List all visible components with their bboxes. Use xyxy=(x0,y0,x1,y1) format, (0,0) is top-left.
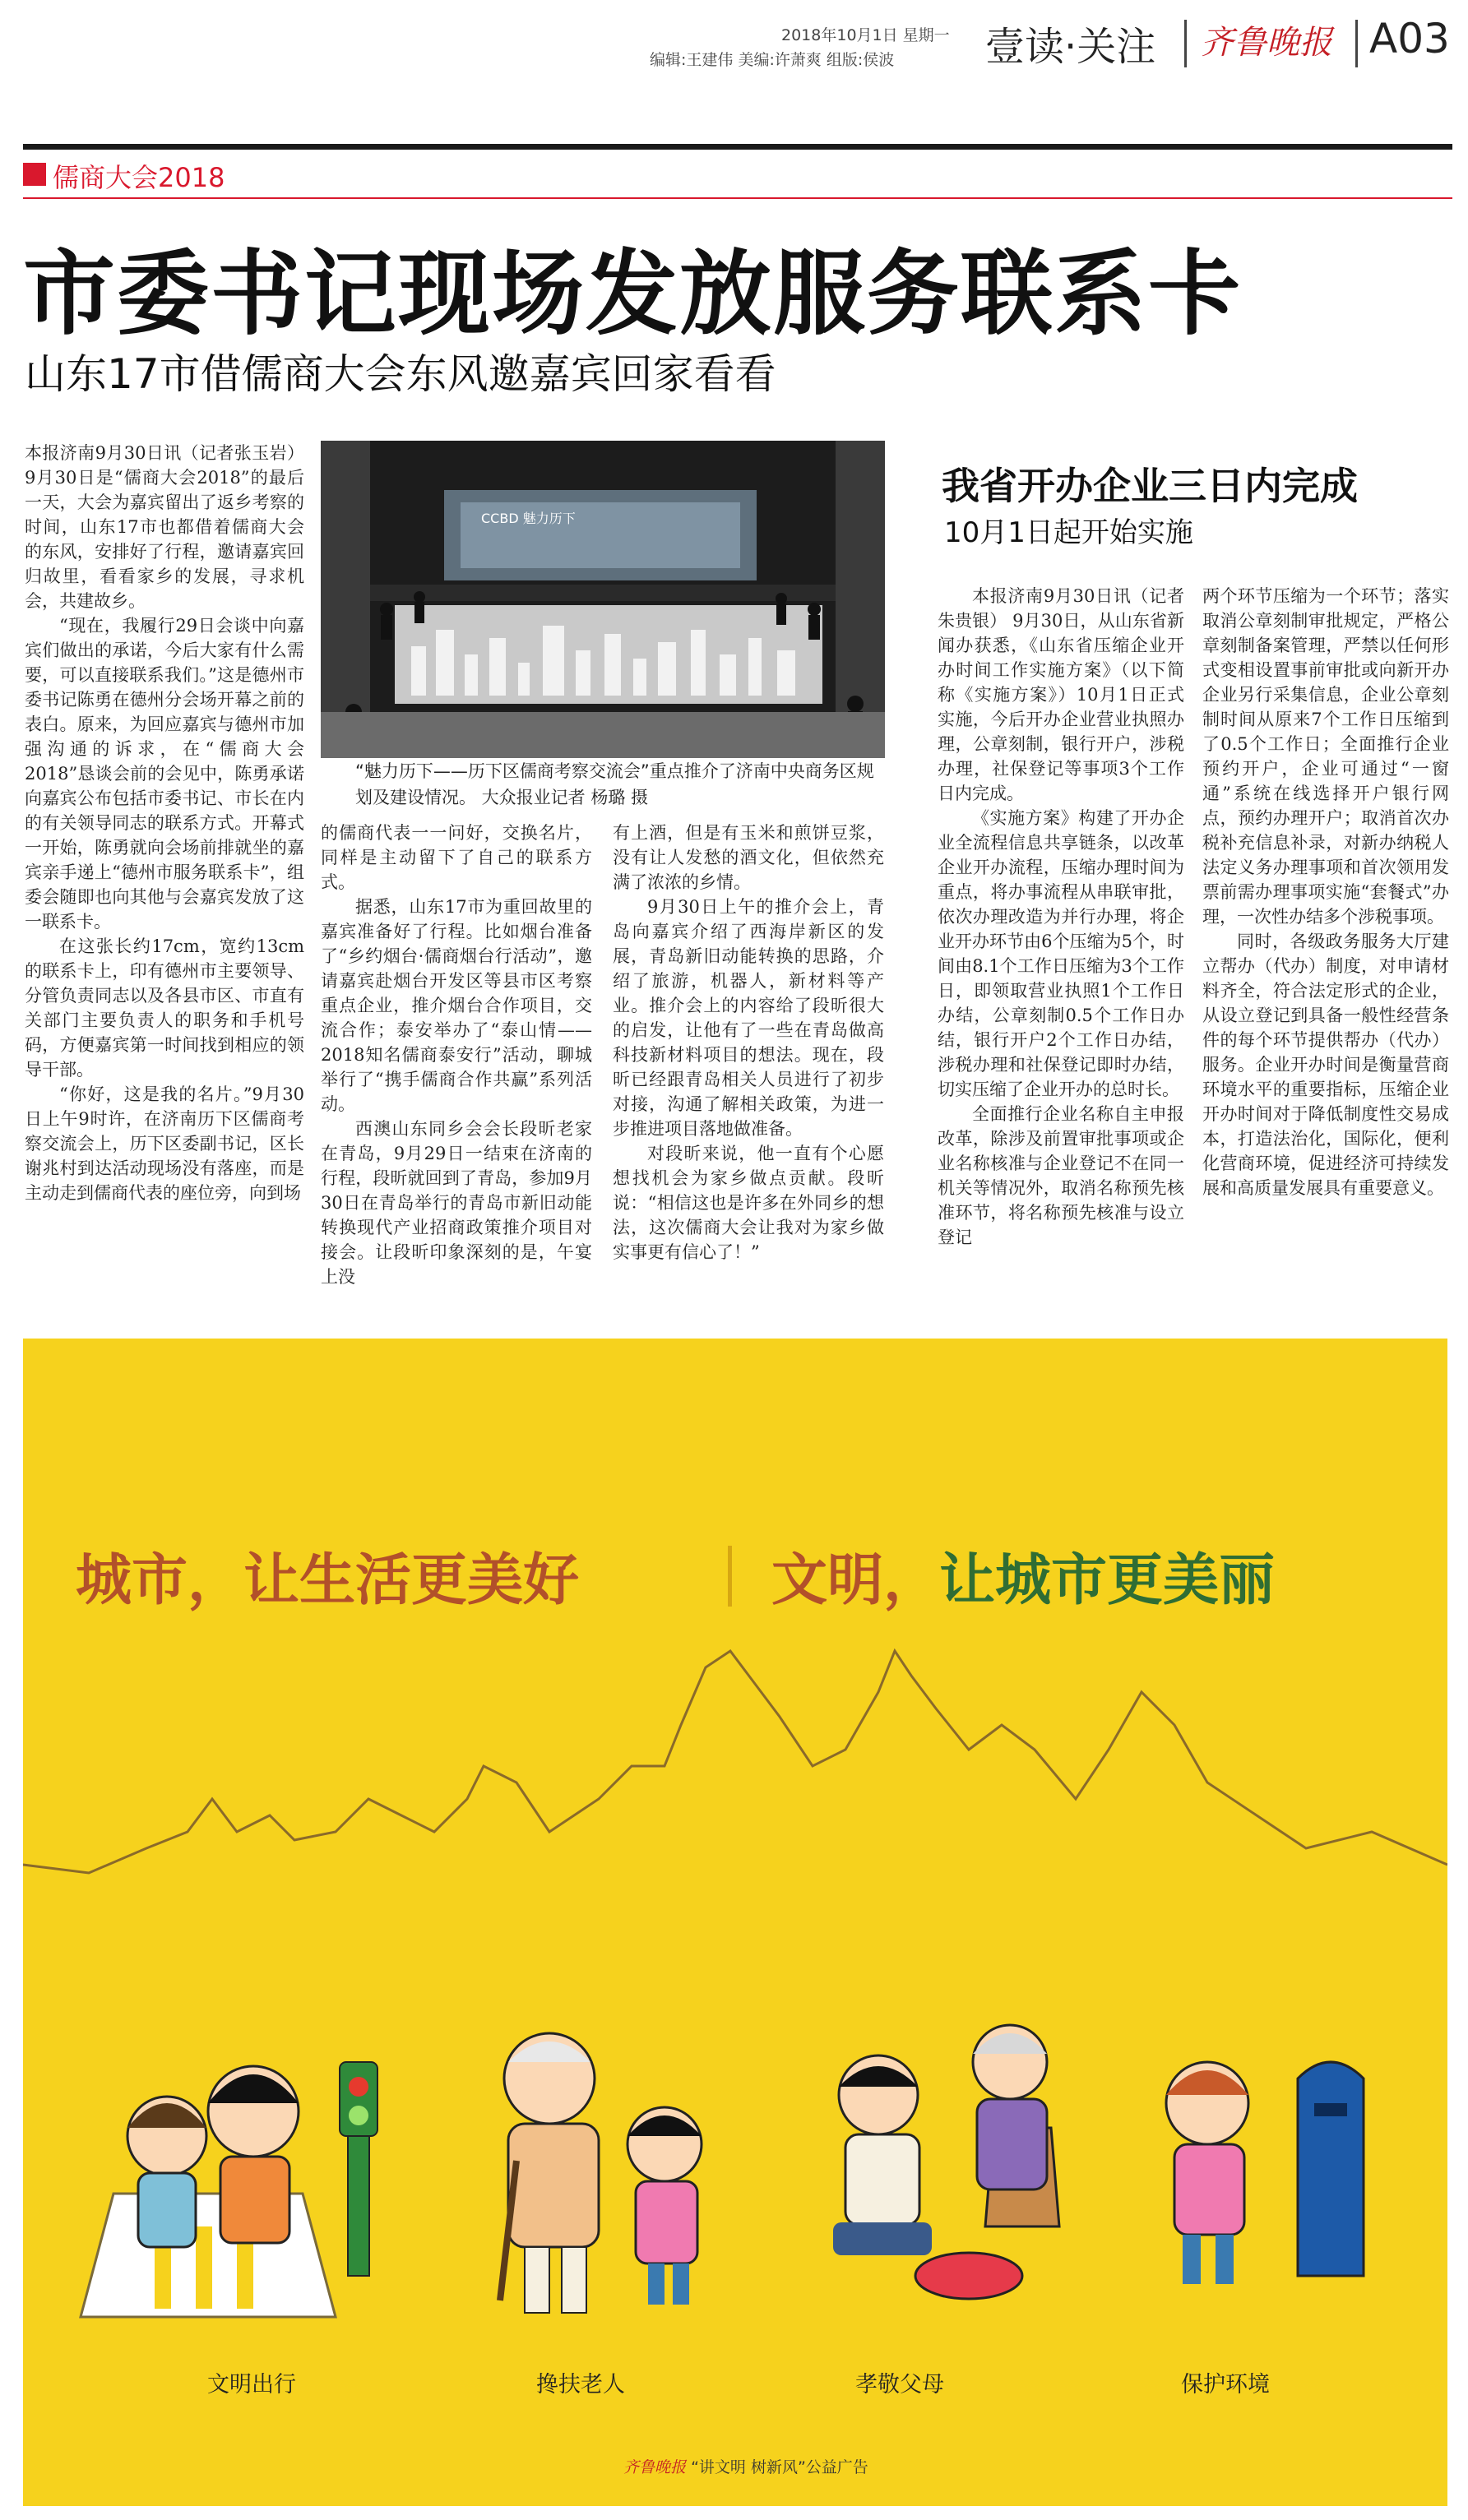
ad-artwork xyxy=(23,1339,1447,2506)
paper-logo: 齐鲁晚报 xyxy=(1201,24,1332,62)
ad-label-protect-environment: 保护环境 xyxy=(1181,2372,1270,2397)
slogan-right-part-2: 让城市更美丽 xyxy=(939,1548,1276,1613)
ad-slogan-right xyxy=(771,1536,1275,1616)
exhibition-hall-illustration xyxy=(321,441,885,758)
ad-credit-text: “讲文明 树新风”公益广告 xyxy=(691,2458,868,2476)
page-number: A03 xyxy=(1369,15,1450,62)
header-divider xyxy=(1184,20,1187,67)
paragraph: “你好，这是我的名片。”9月30日上午9时许，在济南历下区儒商考察交流会上，历下区委副书记，区长谢兆村到达活动现场没有落座，而是主动走到儒商代表的座位旁，向到场 xyxy=(25,1084,304,1203)
main-subheadline: 山东17市借儒商大会东风邀嘉宾回家看看 xyxy=(25,350,776,398)
ad-label-help-elderly: 搀扶老人 xyxy=(536,2372,625,2397)
main-headline: 市委书记现场发放服务联系卡 xyxy=(23,241,1242,348)
side-article-title: 我省开办企业三日内完成 xyxy=(942,464,1358,508)
paragraph: 全面推行企业名称自主申报改革，除涉及前置审批事项或企业名称核准与企业登记不在同一机关等情况外，取消名称预先核准环节，将名称预先核准与设立登记 xyxy=(938,1104,1184,1247)
paragraph: 对段昕来说，他一直有个心愿想找机会为家乡做点贡献。段昕说：“相信这也是许多在外同乡的想法，这次儒商大会让我对为家乡做实事更有信心了！” xyxy=(613,1144,884,1262)
side-article-subtitle: 10月1日起开始实施 xyxy=(944,516,1193,549)
paragraph: 的儒商代表一一问好，交换名片，同样是主动留下了自己的联系方式。 xyxy=(321,823,592,892)
slogan-divider xyxy=(728,1546,732,1607)
tag-marker-icon xyxy=(23,163,46,186)
header-divider xyxy=(1355,20,1358,67)
ad-label-civilized-travel: 文明出行 xyxy=(207,2372,296,2397)
header-editors: 编辑:王建伟 美编:许萧爽 组版:侯波 xyxy=(650,51,895,69)
paragraph: 本报济南9月30日讯（记者张玉岩） 9月30日是“儒商大会2018”的最后一天，大会为嘉宾留出了返乡考察的时间，山东17市也都借着儒商大会的东风，安排好了行程，邀请嘉宾回归故里，看看家乡的发展，寻求机会，共建故乡。 xyxy=(25,443,304,611)
photo-caption: “魅力历下——历下区儒商考察交流会”重点推介了济南中央商务区规划及建设情况。 大众报业记者 杨璐 摄 xyxy=(355,761,874,807)
main-article-column-2 xyxy=(321,821,592,1330)
ad-slogan-left: 城市，让生活更美好 xyxy=(76,1548,580,1613)
paragraph: 同时，各级政务服务大厅建立帮办（代办）制度，对申请材料齐全，符合法定形式的企业，从设立登记到具备一般性经营条件的每个环节提供帮办（代办）服务。企业开办时间是衡量营商环境水平的重要指标，压缩企业开办时间对于降低制度性交易成本，打造法治化，国际化，便利化营商环境，促进经济可持续发展和高质量发展具有重要意义。 xyxy=(1202,932,1449,1198)
screen-text: CCBD 魅力历下 xyxy=(481,511,576,526)
paragraph: 本报济南9月30日讯（记者 朱贵银） 9月30日，从山东省新闻办获悉，《山东省压缩企业开办时间工作实施方案》（以下简称《实施方案》）10月1日正式实施，今后开办企业营业执照办理，公章刻制，银行开户，涉税办理，社保登记等事项3个工作日内完成。 xyxy=(938,586,1184,803)
washing-feet-icon xyxy=(833,2025,1059,2299)
paragraph: 西澳山东同乡会会长段昕老家在青岛，9月29日一结束在济南的行程，段昕就回到了青岛，参加9月30日在青岛举行的青岛市新旧动能转换现代产业招商政策推介项目对接会。让段昕印象深刻的是，午宴上没 xyxy=(321,1119,592,1287)
paragraph: 在这张长约17cm，宽约13cm的联系卡上，印有德州市主要领导、分管负责同志以及各县市区、市直有关部门主要负责人的职务和手机号码，方便嘉宾第一时间找到相应的领导干部。 xyxy=(25,936,304,1080)
recycling-bin-icon xyxy=(1166,2062,1364,2284)
slogan-right-part-1: 文明， xyxy=(771,1548,940,1613)
section-title: 壹读·关注 xyxy=(985,24,1156,70)
header-date: 2018年10月1日 星期一 xyxy=(781,26,950,44)
side-article-column-2 xyxy=(1202,584,1449,1324)
side-article-column-1 xyxy=(938,584,1184,1324)
walking-people-icon xyxy=(81,2062,377,2317)
ad-credit-brand: 齐鲁晚报 xyxy=(623,2458,687,2476)
ad-credit xyxy=(623,2455,868,2477)
paragraph: 有上酒，但是有玉米和煎饼豆浆，没有让人发愁的酒文化，但依然充满了浓浓的乡情。 xyxy=(613,823,884,892)
paragraph: 据悉，山东17市为重回故里的嘉宾准备好了行程。比如烟台准备了“乡约烟台·儒商烟台行活动”，邀请嘉宾赴烟台开发区等县市区考察重点企业，推介烟台合作项目，交流合作；泰安举办了“泰山情——2018知名儒商泰安行”活动，聊城举行了“携手儒商合作共赢”系列活动。 xyxy=(321,897,592,1114)
paragraph: 两个环节压缩为一个环节；落实取消公章刻制审批规定，严格公章刻制备案管理，严禁以任何形式变相设置事前审批或向新开办企业另行采集信息，企业公章刻制时间从原来7个工作日压缩到了0.5个工作日；全面推行企业预约开户，企业可通过“一窗通”系统在线选择开户银行网点，预约办理开户；取消首次办税补充信息补录，对新办纳税人法定义务办理事项和首次领用发票前需办理事项实施“套餐式”办理，一次性办结多个涉税事项。 xyxy=(1202,586,1449,927)
header-rule xyxy=(23,144,1452,150)
paragraph: 《实施方案》构建了开办企业全流程信息共享链条，以改革企业开办流程，压缩办理时间为重点，将办事流程从串联审批，依次办理改造为并行办理，将企业开办环节由6个压缩为5个，时间由8.1个工作日压缩为3个工作日，即领取营业执照1个工作日办结，公章刻制0.5个工作日办结，银行开户2个工作日办结，涉税办理和社保登记即时办结，切实压缩了企业开办的总时长。 xyxy=(938,808,1184,1099)
news-photo xyxy=(321,441,885,758)
skyline-outline xyxy=(23,1651,1447,1873)
main-article-column-1 xyxy=(25,441,304,1329)
main-article-column-3 xyxy=(613,821,884,1330)
article-tag: 儒商大会2018 xyxy=(53,162,225,193)
paragraph: “现在，我履行29日会谈中向嘉宾们做出的承诺，今后大家有什么需要，可以直接联系我们。”这是德州市委书记陈勇在德州分会场开幕之前的表白。原来，为回应嘉宾与德州市加强沟通的诉求，在“儒商大会2018”恳谈会前的会见中，陈勇承诺向嘉宾公布包括市委书记、市长在内的有关领导同志的联系方式。开幕式一开始，陈勇就向会场前排就坐的嘉宾亲手递上“德州市服务联系卡”，组委会随即也向其他与会嘉宾发放了这一联系卡。 xyxy=(25,616,304,932)
tag-rule xyxy=(23,197,1452,199)
helping-elderly-icon xyxy=(500,2033,702,2313)
ad-label-filial-piety: 孝敬父母 xyxy=(855,2372,944,2397)
public-service-ad xyxy=(23,1339,1447,2506)
paragraph: 9月30日上午的推介会上，青岛向嘉宾介绍了西海岸新区的发展，青岛新旧动能转换的思路，介绍了旅游，机器人，新材料等产业。推介会上的内容给了段昕很大的启发，让他有了一些在青岛做高科技新材料项目的想法。现在，段昕已经跟青岛相关人员进行了初步对接，沟通了解相关政策，为进一步推进项目落地做准备。 xyxy=(613,897,884,1139)
